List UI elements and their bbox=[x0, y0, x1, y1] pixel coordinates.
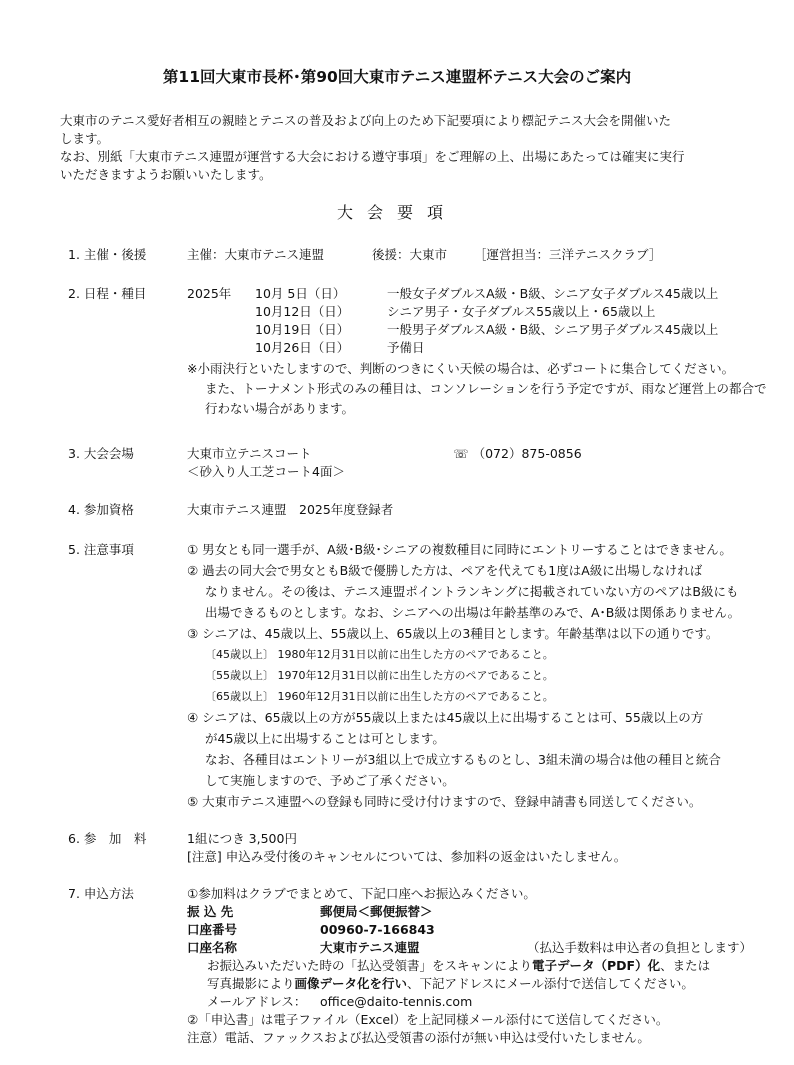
intro-line: いただきますようお願いいたします。 bbox=[60, 167, 272, 182]
schedule-year: 2025年 bbox=[187, 286, 232, 301]
schedule-date: 10月19日（日） bbox=[255, 322, 350, 337]
section-label: 4. 参加資格 bbox=[68, 502, 134, 517]
intro-line: 大東市のテニス愛好者相互の親睦とテニスの普及および向上のため下記要項により標記テニス大会を開催いた bbox=[60, 113, 672, 128]
schedule-event: 一般男子ダブルスA級・B級、シニア男子ダブルス45歳以上 bbox=[387, 322, 719, 337]
schedule-event: 一般女子ダブルスA級・B級、シニア女子ダブルス45歳以上 bbox=[387, 286, 719, 301]
note-line: して実施しますので、予めご了承ください。 bbox=[205, 773, 455, 788]
note-line: ③ シニアは、45歳以上、55歳以上、65歳以上の3種目とします。年齢基準は以下の通りです。 bbox=[187, 626, 719, 641]
apply-line: ②「申込書」は電子ファイル（Excel）を上記同様メール添付にて送信してください。 bbox=[187, 1012, 669, 1027]
apply-line: 注意）電話、ファックスおよび払込受領書の添付が無い申込は受付いたしません。 bbox=[187, 1030, 650, 1045]
fee-note: [注意] 申込み受付後のキャンセルについては、参加料の返金はいたしません。 bbox=[187, 849, 627, 864]
apply-text: お振込みいただいた時の「払込受領書」をスキャンにより bbox=[207, 958, 533, 973]
note-line: ① 男女とも同一選手が、A級･B級･シニアの複数種目に同時にエントリーすることはできません。 bbox=[187, 542, 732, 557]
schedule-date: 10月 5日（日） bbox=[255, 286, 346, 301]
venue-phone: ☏ （072）875-0856 bbox=[453, 446, 582, 461]
schedule-date: 10月12日（日） bbox=[255, 304, 350, 319]
fee-amount: 1組につき 3,500円 bbox=[187, 831, 297, 846]
intro-line: します。 bbox=[60, 131, 110, 146]
apply-line bbox=[187, 975, 777, 993]
apply-text: 写真撮影により bbox=[207, 976, 295, 991]
note-line: が45歳以上に出場することは可とします。 bbox=[205, 731, 445, 746]
account-name: 大東市テニス連盟 bbox=[320, 940, 420, 955]
apply-emphasis: 画像データ化を行い bbox=[294, 976, 408, 991]
age-criteria: 〔65歳以上〕 1960年12月31日以前に出生した方のペアであること。 bbox=[205, 690, 554, 703]
document-title: 第11回大東市長杯･第90回大東市テニス連盟杯テニス大会のご案内 bbox=[162, 68, 632, 86]
note-line: なお、各種目はエントリーが3組以上で成立するものとし、3組未満の場合は他の種目と統合 bbox=[205, 752, 721, 767]
note-line: ⑤ 大東市テニス連盟への登録も同時に受け付けますので、登録申請書も同送してください。 bbox=[187, 794, 702, 809]
note-line: なりません。その後は、テニス連盟ポイントランキングに掲載されていない方のペアはB級にも bbox=[205, 584, 739, 599]
account-label: 口座番号 bbox=[187, 922, 238, 937]
section-label: 5. 注意事項 bbox=[68, 542, 134, 557]
section-heading: 大会要項 bbox=[336, 203, 457, 222]
mail-label: メールアドレス： bbox=[207, 994, 307, 1009]
age-criteria: 〔55歳以上〕 1970年12月31日以前に出生した方のペアであること。 bbox=[205, 669, 554, 682]
note-line: ④ シニアは、65歳以上の方が55歳以上または45歳以上に出場することは可、55歳以上の方 bbox=[187, 710, 704, 725]
host-text: 主催：大東市テニス連盟 bbox=[187, 247, 325, 262]
section-label: 7. 申込方法 bbox=[68, 886, 134, 901]
mail-address[interactable]: office@daito-tennis.com bbox=[320, 994, 473, 1009]
apply-emphasis: 電子データ（PDF）化 bbox=[532, 958, 661, 973]
schedule-note: ※小雨決行といたしますので、判断のつきにくい天候の場合は、必ずコートに集合してください。 bbox=[187, 361, 735, 376]
note-line: ② 過去の同大会で男女ともB級で優勝した方は、ペアを代えても1度はA級に出場しなければ bbox=[187, 563, 703, 578]
support-text: 後援：大東市 bbox=[372, 247, 448, 262]
section-label: 6. 参 加 料 bbox=[68, 831, 147, 846]
schedule-date: 10月26日（日） bbox=[255, 340, 350, 355]
apply-text: 、または bbox=[660, 958, 711, 973]
fee-burden-note: （払込手数料は申込者の負担とします） bbox=[527, 940, 753, 955]
eligibility-text: 大東市テニス連盟 2025年度登録者 bbox=[187, 502, 394, 517]
apply-line bbox=[187, 957, 777, 975]
section-label: 2. 日程・種目 bbox=[68, 286, 147, 301]
payee-value: 郵便局＜郵便振替＞ bbox=[320, 904, 433, 919]
note-line: 出場できるものとします。なお、シニアへの出場は年齢基準のみで、A･B級は関係ありません。 bbox=[205, 605, 741, 620]
venue-court: ＜砂入り人工芝コート4面＞ bbox=[187, 464, 345, 479]
schedule-event: 予備日 bbox=[387, 340, 425, 355]
section-label: 3. 大会会場 bbox=[68, 446, 134, 461]
apply-line: ①参加料はクラブでまとめて、下記口座へお振込みください。 bbox=[187, 886, 536, 901]
age-criteria: 〔45歳以上〕 1980年12月31日以前に出生した方のペアであること。 bbox=[205, 648, 554, 661]
intro-text bbox=[60, 112, 750, 184]
schedule-note: また、トーナメント形式のみの種目は、コンソレーションを行う予定ですが、雨など運営上の都合で bbox=[205, 381, 767, 396]
apply-text: 、下記アドレスにメール添付で送信してください。 bbox=[407, 976, 694, 991]
operator-text: ［運営担当：三洋テニスクラブ］ bbox=[474, 247, 662, 262]
account-number: 00960-7-166843 bbox=[320, 922, 435, 937]
account-name-label: 口座名称 bbox=[187, 940, 238, 955]
venue-name: 大東市立テニスコート bbox=[187, 446, 312, 461]
payee-label: 振 込 先 bbox=[187, 904, 234, 919]
schedule-note: 行わない場合があります。 bbox=[205, 401, 355, 416]
schedule-event: シニア男子・女子ダブルス55歳以上・65歳以上 bbox=[387, 304, 656, 319]
intro-line: なお、別紙「大東市テニス連盟が運営する大会における遵守事項」をご理解の上、出場にあたっては確実に実行 bbox=[60, 149, 685, 164]
section-label: 1. 主催・後援 bbox=[68, 247, 147, 262]
